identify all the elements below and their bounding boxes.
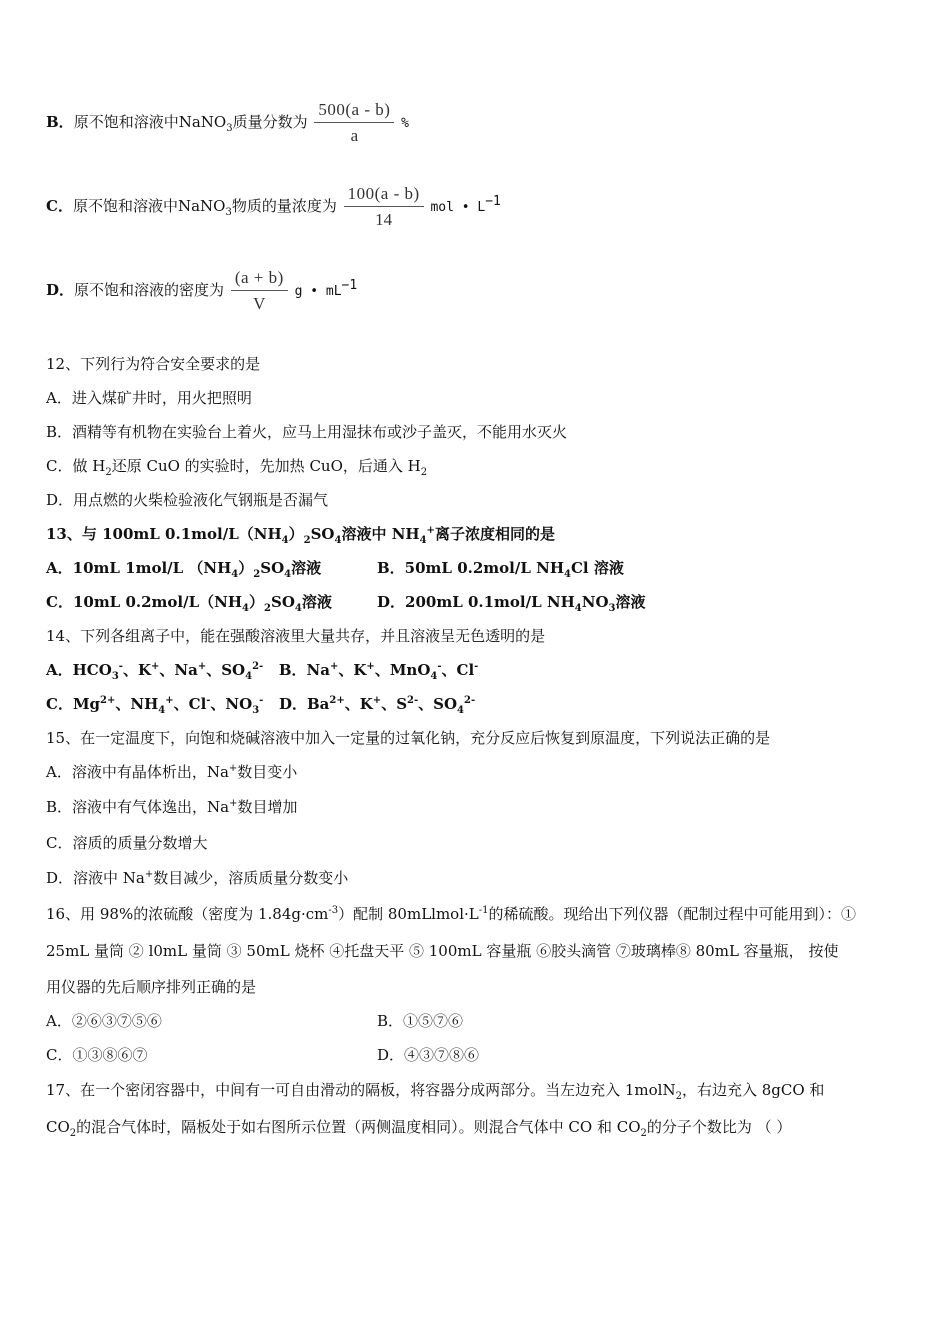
- unit: %: [401, 116, 409, 131]
- text: SO: [310, 525, 335, 543]
- text: ）: [238, 559, 254, 577]
- text: 17、在一个密闭容器中，中间有一可自由滑动的隔板，将容器分成两部分。当左边充入 1molN: [46, 1081, 676, 1099]
- text: ，右边充入 8gCO 和: [681, 1081, 825, 1099]
- text: ）: [249, 593, 265, 611]
- text: 、K: [344, 695, 373, 713]
- superscript: -: [474, 661, 479, 672]
- q12-option-b: B．酒精等有机物在实验台上着火，应马上用湿抹布或沙子盖灭，不能用水灭火: [46, 423, 568, 441]
- text: D．溶液中 Na: [46, 869, 145, 887]
- q11-option-b: [46, 100, 409, 146]
- text: 、NH: [115, 695, 159, 713]
- text: ）配制 80mLlmol·L: [338, 905, 479, 923]
- option-text: 物质的量浓度为: [231, 197, 337, 215]
- text: D．Ba: [279, 695, 330, 713]
- text: SO: [260, 559, 285, 577]
- fraction: [344, 184, 424, 230]
- unit: g • mL: [294, 284, 342, 299]
- subscript: 4: [284, 569, 292, 580]
- superscript: +: [144, 869, 154, 880]
- subscript: 4: [457, 705, 465, 716]
- q17-stem-line1: [46, 1080, 824, 1100]
- option-text: 原不饱和溶液中NaNO: [72, 197, 226, 215]
- subscript: 4: [158, 705, 166, 716]
- subscript: 4: [281, 535, 289, 546]
- text: 的混合气体时，隔板处于如右图所示位置（两侧温度相同）。则混合气体中 CO 和 CO: [76, 1118, 641, 1136]
- text: SO: [271, 593, 295, 611]
- q16-stem-line2: 25mL 量筒 ② l0mL 量筒 ③ 50mL 烧杯 ④托盘天平 ⑤ 100mL 容量瓶 ⑥胶头滴管 ⑦玻璃棒⑧ 80mL 容量瓶， 按使: [46, 942, 839, 960]
- text: 数目变小: [237, 763, 298, 781]
- unit: mol • L: [430, 200, 486, 215]
- subscript: 2: [253, 569, 261, 580]
- text: 、NO: [210, 695, 253, 713]
- text: 溶液: [291, 559, 322, 577]
- superscript: 2+: [329, 695, 345, 706]
- q13-option-a: [46, 558, 321, 578]
- superscript: -: [259, 695, 264, 706]
- text: B．50mL 0.2mol/L NH: [377, 559, 564, 577]
- q11-option-d: [46, 268, 357, 314]
- subscript: 3: [252, 705, 260, 716]
- superscript: -3: [328, 905, 339, 916]
- q13-option-b: [377, 558, 624, 578]
- text: 、Cl: [173, 695, 207, 713]
- text: 溶液中 NH: [341, 525, 420, 543]
- text: B．溶液中有气体逸出，Na: [46, 798, 230, 816]
- text: 、SO: [206, 661, 246, 679]
- text: 、S: [381, 695, 408, 713]
- superscript: +: [165, 695, 174, 706]
- superscript: +: [426, 525, 435, 536]
- subscript: 4: [574, 603, 582, 614]
- subscript: 3: [111, 671, 119, 682]
- q12-option-d: D．用点燃的火柴检验液化气钢瓶是否漏气: [46, 491, 329, 509]
- q15-option-b: [46, 797, 298, 817]
- text: 数目增加: [237, 798, 298, 816]
- fraction-denominator: 14: [375, 210, 393, 229]
- option-text: 原不饱和溶液中NaNO: [73, 113, 227, 131]
- subscript: 2: [69, 1128, 77, 1139]
- superscript: -: [437, 661, 442, 672]
- text: 的分子个数比为 （ ）: [646, 1118, 792, 1136]
- superscript: -: [206, 695, 211, 706]
- q13-option-d: [377, 592, 646, 612]
- superscript: -: [118, 661, 123, 672]
- subscript: 4: [294, 603, 302, 614]
- q14-stem: 14、下列各组离子中，能在强酸溶液里大量共存，并且溶液呈无色透明的是: [46, 627, 546, 645]
- text: 的稀硫酸。现给出下列仪器（配制过程中可能用到）：①: [488, 905, 856, 923]
- unit-superscript: −1: [485, 194, 501, 209]
- text: A．HCO: [46, 661, 112, 679]
- fraction-numerator: 100(a - b): [347, 184, 420, 203]
- q16-option-d: D．④③⑦⑧⑥: [377, 1046, 480, 1064]
- subscript: 3: [225, 207, 232, 218]
- q12-option-c: [46, 456, 427, 476]
- text: D．200mL 0.1mol/L NH: [377, 593, 575, 611]
- fraction: [314, 100, 394, 146]
- q12-option-a: A．进入煤矿井时，用火把照明: [46, 389, 252, 407]
- q15-stem: 15、在一定温度下，向饱和烧碱溶液中加入一定量的过氧化钠，充分反应后恢复到原温度，下列说法正确的是: [46, 729, 771, 747]
- subscript: 2: [420, 467, 428, 478]
- superscript: 2+: [100, 695, 116, 706]
- subscript: 3: [226, 123, 233, 134]
- superscript: +: [228, 763, 238, 774]
- subscript: 2: [640, 1128, 647, 1139]
- subscript: 2: [675, 1091, 682, 1102]
- text: Cl 溶液: [570, 559, 624, 577]
- text: 、Na: [159, 661, 198, 679]
- superscript: -1: [478, 905, 489, 916]
- subscript: 3: [608, 603, 616, 614]
- q11-option-c: [46, 184, 501, 230]
- option-label: D．: [46, 281, 75, 299]
- text: C．Mg: [46, 695, 101, 713]
- q16-option-b: B．①⑤⑦⑥: [377, 1012, 464, 1030]
- q16-stem-line1: [46, 904, 856, 924]
- superscript: +: [329, 661, 339, 672]
- option-text: 原不饱和溶液的密度为: [74, 281, 225, 299]
- text: 溶液: [301, 593, 332, 611]
- unit-superscript: −1: [341, 278, 358, 293]
- fraction-numerator: 500(a - b): [318, 100, 391, 119]
- q16-option-c: C．①③⑧⑥⑦: [46, 1046, 148, 1064]
- q14-options-cd: [46, 694, 475, 714]
- superscript: 2-: [252, 661, 264, 672]
- fraction-denominator: a: [350, 126, 359, 145]
- q12-stem: 12、下列行为符合安全要求的是: [46, 355, 261, 373]
- q13-stem: [46, 524, 555, 544]
- q16-option-a: A．②⑥③⑦⑤⑥: [46, 1012, 162, 1030]
- q14-options-ab: [46, 660, 478, 680]
- text: C．做 H: [46, 457, 106, 475]
- q17-stem-line2: [46, 1117, 791, 1137]
- text: 、SO: [418, 695, 458, 713]
- text: 13、与 100mL 0.1mol/L（NH: [46, 525, 282, 543]
- fraction: [231, 268, 288, 314]
- text: 、K: [122, 661, 151, 679]
- subscript: 4: [334, 535, 342, 546]
- superscript: +: [197, 661, 207, 672]
- text: 数目减少，溶质质量分数变小: [153, 869, 349, 887]
- q13-option-c: [46, 592, 332, 612]
- subscript: 4: [564, 569, 571, 580]
- text: 、K: [338, 661, 367, 679]
- text: C．10mL 0.2mol/L（NH: [46, 593, 243, 611]
- superscript: +: [229, 798, 238, 809]
- text: 16、用 98%的浓硫酸（密度为 1.84g·cm: [46, 905, 329, 923]
- subscript: 2: [264, 603, 271, 614]
- text: B．Na: [278, 661, 330, 679]
- subscript: 4: [231, 569, 239, 580]
- text: 溶液: [615, 593, 646, 611]
- q15-option-c: C．溶质的质量分数增大: [46, 834, 208, 852]
- text: A．溶液中有晶体析出，Na: [46, 763, 229, 781]
- subscript: 2: [105, 467, 112, 478]
- superscript: +: [372, 695, 382, 706]
- subscript: 2: [303, 535, 311, 546]
- option-text: 质量分数为: [232, 113, 308, 131]
- superscript: +: [151, 661, 160, 672]
- subscript: 4: [419, 535, 427, 546]
- option-label: B．: [46, 113, 74, 131]
- text: ）: [288, 525, 304, 543]
- fraction-denominator: V: [253, 294, 266, 313]
- subscript: 4: [242, 603, 250, 614]
- q16-stem-line3: 用仪器的先后顺序排列正确的是: [46, 978, 257, 996]
- subscript: 4: [430, 671, 438, 682]
- fraction-numerator: (a + b): [234, 268, 284, 287]
- text: 、Cl: [441, 661, 475, 679]
- option-label: C．: [46, 197, 73, 215]
- subscript: 4: [245, 671, 253, 682]
- text: 、MnO: [374, 661, 431, 679]
- superscript: 2-: [407, 695, 419, 706]
- q15-option-a: [46, 762, 297, 782]
- superscript: +: [366, 661, 375, 672]
- text: 还原 CuO 的实验时，先加热 CuO，后通入 H: [111, 457, 421, 475]
- q15-option-d: [46, 868, 348, 888]
- text: A．10mL 1mol/L （NH: [46, 559, 232, 577]
- text: CO: [46, 1118, 70, 1136]
- superscript: 2-: [464, 695, 476, 706]
- text: NO: [581, 593, 609, 611]
- text: 离子浓度相同的是: [434, 525, 555, 543]
